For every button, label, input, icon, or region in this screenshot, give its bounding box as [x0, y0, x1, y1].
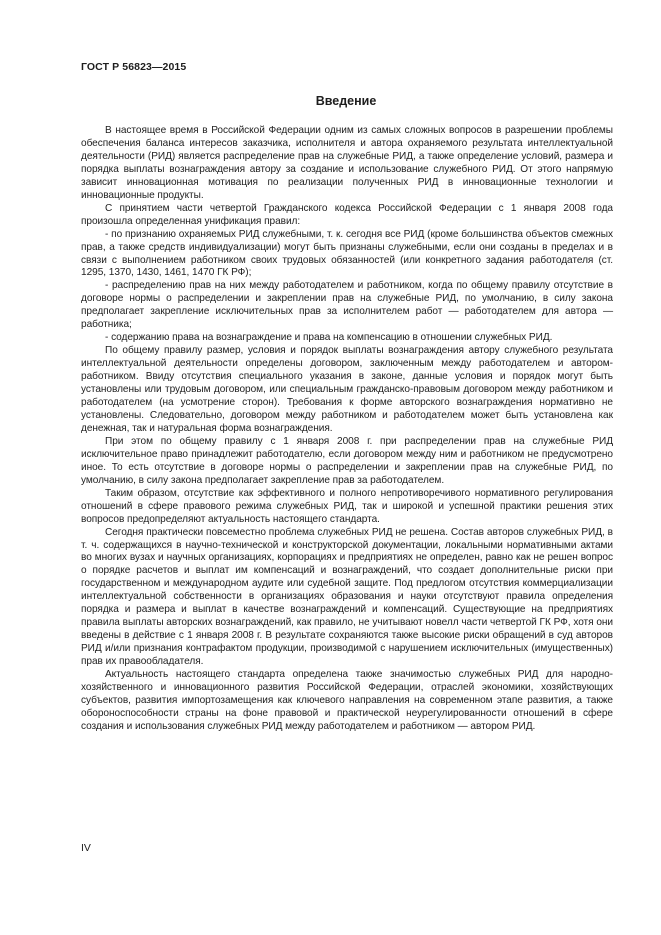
list-item: - содержанию права на вознаграждение и права на компенсацию в отношении служебных РИД.: [105, 332, 553, 344]
list-item: - распределению прав на них между работодателем и работником, когда по общему правилу отсутствие в договоре нормы о распределении и закреплении прав на служебные РИД, по умолчанию, в силу закона предполагает закрепление исключительных прав за исполнителем работ — работодателем для автора — работника;: [81, 280, 613, 331]
paragraph: По общему правилу размер, условия и порядок выплаты вознаграждения автору служебного результата интеллектуальной деятельности определены договором, заключенным между работодателем и автором-работником. Ввиду отсутствия специального указания в законе, данные условия и порядок могут быть установлены или трудовым договором, или специальным гражданско-правовым договором между работником и работодателем (на усмотрение сторон). Требования к форме авторского вознаграждения нормативно не установлены. Следовательно, договором между работником и работодателем может быть установлена как денежная, так и натуральная форма вознаграждения.: [81, 345, 613, 434]
paragraph: Таким образом, отсутствие как эффективного и полного непротиворечивого нормативного регулирования отношений в сфере правового режима служебных РИД, так и широкой и успешной практики решения этих вопросов предопределяют актуальность настоящего стандарта.: [81, 487, 613, 525]
paragraph: В настоящее время в Российской Федерации одним из самых сложных вопросов в разрешении проблемы обеспечения баланса интересов заказчика, исполнителя и автора охраняемого результата интеллектуальной деятельности (РИД) является распределение прав на служебные РИД, а также определение условий, размера и порядка выплаты вознаграждения автору за создание и использование служебного РИД. От этого напрямую зависит инновационная мотивация по реализации полученных РИД в инновационные технологии и инновационные продукты.: [81, 125, 613, 201]
standard-code-header: ГОСТ Р 56823—2015: [81, 61, 187, 73]
paragraph: С принятием части четвертой Гражданского кодекса Российской Федерации с 1 января 2008 года произошла определенная унификация правил:: [81, 202, 613, 227]
list-item: - по признанию охраняемых РИД служебными, т. к. сегодня все РИД (кроме большинства объектов смежных прав, а также средств индивидуализации) могут быть признаны служебными, если они созданы в пределах и в связи с выполнением работником своих трудовых обязанностей (или конкретного задания работодателя (ст. 1295, 1370, 1430, 1461, 1470 ГК РФ);: [81, 228, 613, 279]
page-number: IV: [81, 842, 91, 854]
paragraph: Актуальность настоящего стандарта определена также значимостью служебных РИД для народно-хозяйственного и инновационного развития Российской Федерации, отраслей экономики, хозяйствующих субъектов, развития импортозамещения как ключевого направления на современном этапе развития, а также обороноспособности страны на фоне правовой и практической неурегулированности отношений в сфере создания и использования служебных РИД между работодателем и работником — автором РИД.: [81, 669, 613, 732]
body-text: [81, 125, 613, 734]
section-title: Введение: [315, 94, 377, 108]
paragraph: Сегодня практически повсеместно проблема служебных РИД не решена. Состав авторов служебных РИД, в т. ч. содержащихся в научно-технической и конструкторской документации, локальными нормативными актами во многих вузах и научных организациях, корпорациях и предприятиях не определен, равно как не решен вопрос о порядке расчетов и выплат им компенсаций и вознаграждений, что создает дополнительные риски при государственном и международном аудите или судебной защите. Под предлогом отсутствия коммерциализации интеллектуальной собственности в организациях образования и науки отсутствуют правила определения порядка и размера и выплат в качестве вознаграждений и компенсаций. Существующие на предприятиях правила выплаты авторских вознаграждений, как правило, не учитывают новелл части четвертой ГК РФ, хотя они введены в действие с 1 января 2008 г. В результате сохраняются также высокие риски обращений в суд авторов РИД и/или признания контрафактом продукции, производимой с нарушением исключительных (имущественных) прав их правообладателя.: [81, 526, 613, 668]
paragraph: При этом по общему правилу с 1 января 2008 г. при распределении прав на служебные РИД исключительное право принадлежит работодателю, если договором между ним и работником не предусмотрено иное. То есть отсутствие в договоре нормы о распределении и закреплении прав на служебные РИД, по умолчанию, в силу закона предполагает закрепление прав за работодателем.: [81, 435, 613, 486]
